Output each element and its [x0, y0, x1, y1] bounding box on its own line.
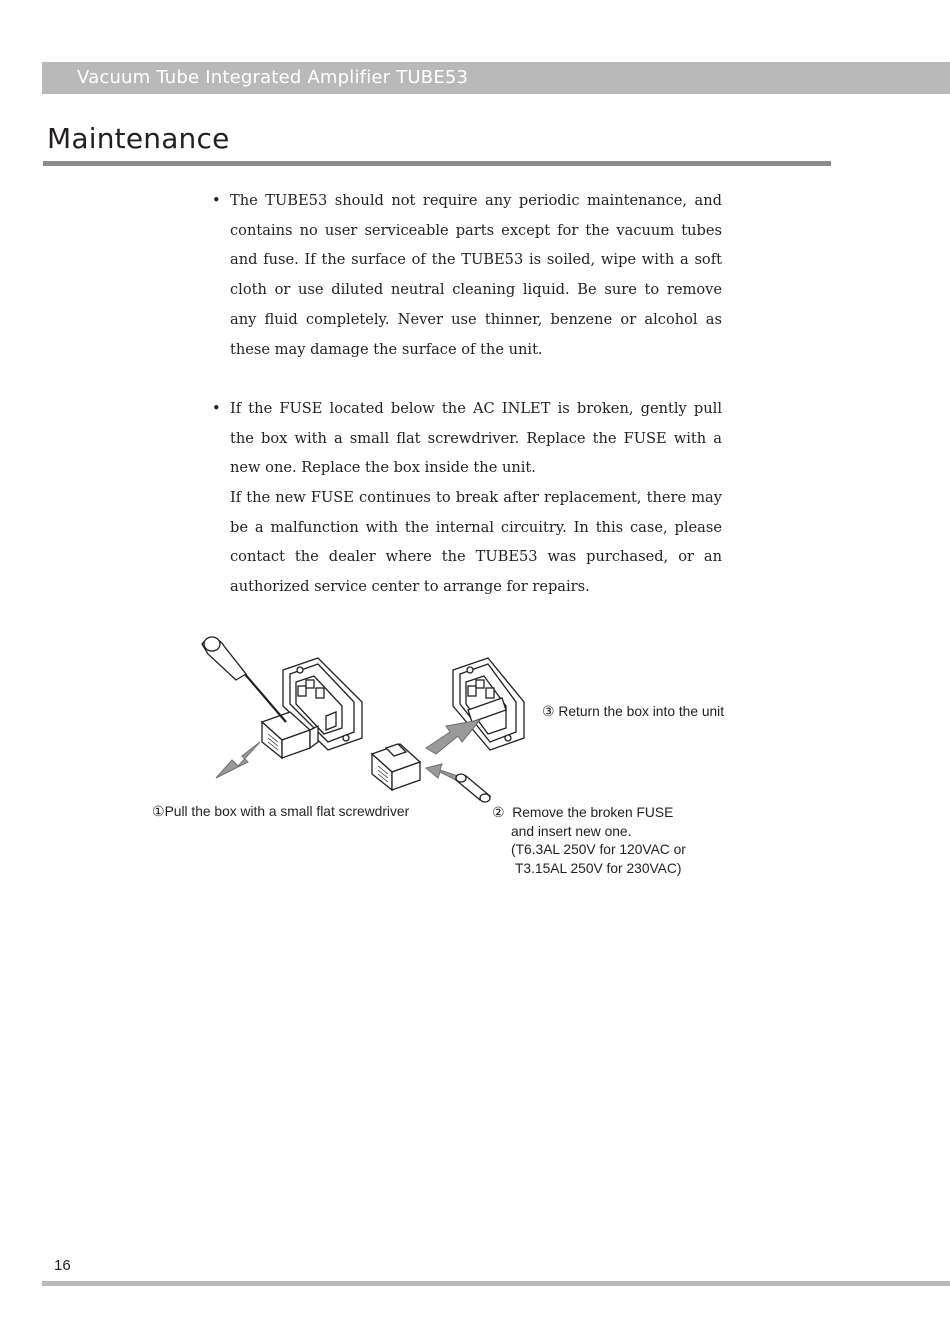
maintenance-paragraph-fuse	[212, 394, 722, 602]
step-2-line-1: Remove the broken FUSE	[512, 805, 674, 820]
page-number: 16	[54, 1257, 71, 1274]
caption-step-1	[152, 803, 409, 820]
bullet-icon: •	[212, 399, 221, 417]
fuse-box-icon	[372, 744, 420, 790]
footer-rule	[42, 1281, 950, 1286]
section-title: Maintenance	[47, 122, 230, 155]
caption-step-3	[542, 703, 724, 720]
bullet-icon: •	[212, 192, 221, 209]
screwdriver-icon	[202, 637, 286, 722]
pull-arrow-icon	[216, 742, 260, 778]
step-2-line-3: (T6.3AL 250V for 120VAC or	[511, 842, 686, 857]
step-3-number: ③	[542, 703, 555, 719]
fuse-replacement-illustration	[150, 630, 750, 810]
fuse-icon	[456, 774, 490, 802]
step-2-line-2: and insert new one.	[511, 823, 632, 839]
return-arrow-icon	[426, 720, 480, 754]
caption-step-2	[492, 803, 686, 878]
fuse-replacement-text: If the FUSE located below the AC INLET is broken, gently pull the box with a small flat screwdriver. Replace the FUSE with a new one. Replace the box inside the unit.	[230, 399, 722, 477]
maintenance-paragraph-cleaning	[212, 186, 722, 364]
title-rule	[43, 161, 831, 166]
document-title: Vacuum Tube Integrated Amplifier TUBE53	[77, 67, 469, 88]
step-1-number: ①	[152, 803, 165, 819]
step-1-text: Pull the box with a small flat screwdriver	[164, 804, 410, 819]
maintenance-text	[212, 186, 722, 602]
step-2-line-4: T3.15AL 250V for 230VAC)	[515, 860, 682, 876]
cleaning-text: The TUBE53 should not require any periodic maintenance, and contains no user serviceable parts except for the vacuum tubes and fuse. If the surface of the TUBE53 is soiled, wipe with a soft cloth or use diluted neutral cleaning liquid. Be sure to remove any fluid completely. Never use thinner, benzene or alcohol as these may damage the surface of the unit.	[230, 192, 722, 358]
step-3-text: Return the box into the unit	[558, 704, 725, 719]
header-bar	[42, 62, 950, 94]
fuse-malfunction-text: If the new FUSE continues to break after replacement, there may be a malfunction with the internal circuitry. In this case, please contact the dealer where the TUBE53 was purchased, or an authorized service center to arrange for repairs.	[230, 489, 722, 596]
insert-arrow-icon	[426, 764, 458, 780]
step-2-number: ②	[492, 804, 505, 820]
